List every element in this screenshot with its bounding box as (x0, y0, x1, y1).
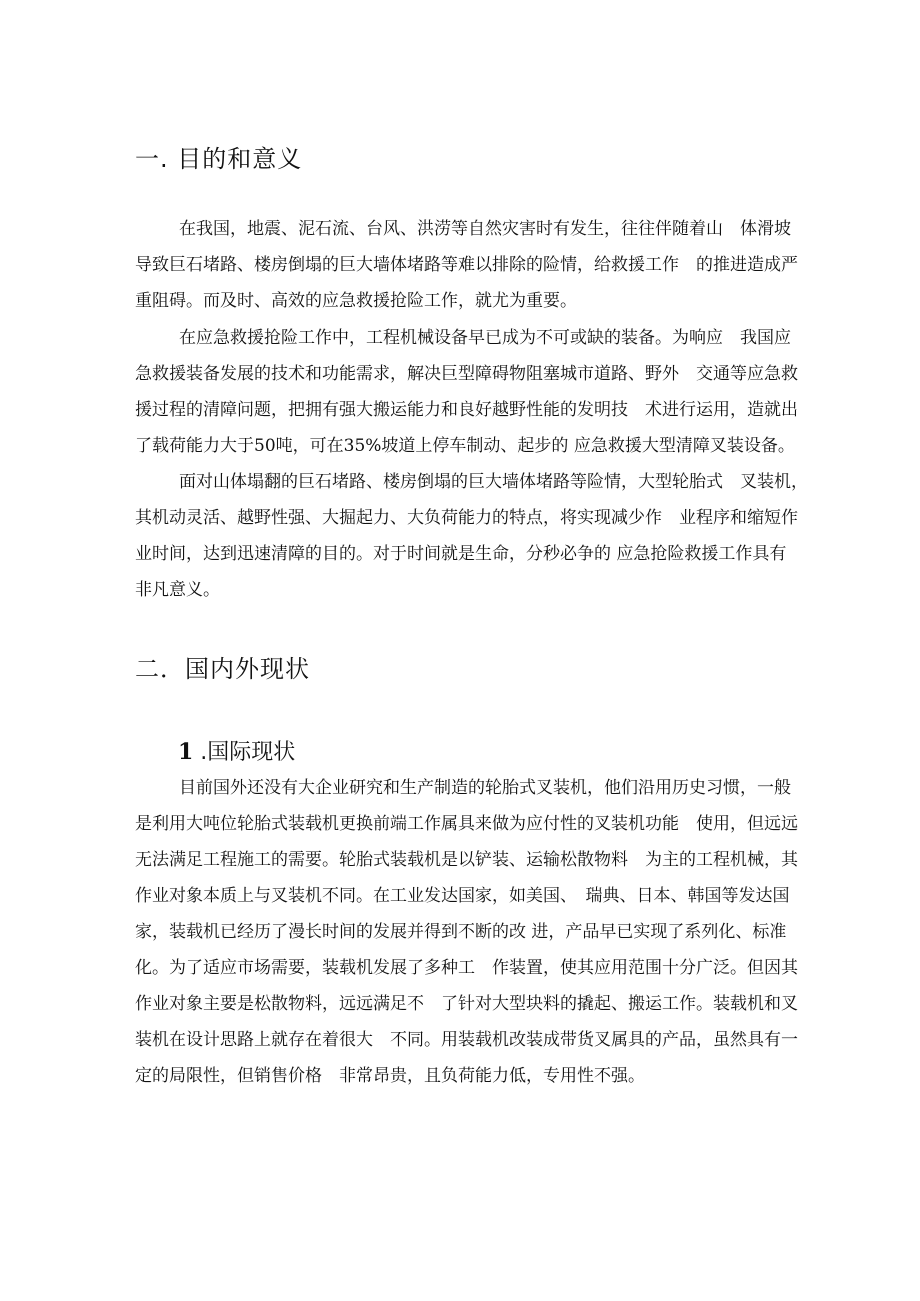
subsection-title: .国际现状 (193, 740, 296, 765)
section-1-paragraph-1 (135, 211, 798, 319)
section-2-heading: 二．国内外现状 (135, 655, 310, 683)
section-1-heading: 一. 目的和意义 (135, 145, 303, 173)
section-2-paragraph (135, 770, 798, 1094)
text-line: 化。为了适应市场需要，装载机发展了多种工 作装置，使其应用范围十分广泛。但因其 (135, 958, 798, 978)
text-line: 目前国外还没有大企业研究和生产制造的轮胎式叉装机，他们沿用历史习惯，一般 (179, 778, 791, 798)
text-line: 作业对象主要是松散物料，远远满足不 了针对大型块料的撬起、搬运工作。装载机和叉 (135, 994, 798, 1014)
text-line: 是利用大吨位轮胎式装载机更换前端工作属具来做为应付性的叉装机功能 使用，但远远 (135, 814, 798, 834)
text-line: 业时间，达到迅速清障的目的。对于时间就是生命，分秒必争的 应急抢险救援工作具有 (135, 544, 787, 564)
text-line: 援过程的清障问题，把拥有强大搬运能力和良好越野性能的发明技 术进行运用，造就出 (135, 400, 798, 420)
text-line: 装机在设计思路上就存在着很大 不同。用装载机改装成带货叉属具的产品，虽然具有一 (135, 1030, 798, 1050)
text-line: 定的局限性，但销售价格 非常昂贵，且负荷能力低，专用性不强。 (135, 1066, 645, 1086)
section-1-paragraph-3 (135, 464, 808, 608)
text-line: 其机动灵活、越野性强、大掘起力、大负荷能力的特点，将实现减少作 业程序和缩短作 (135, 508, 798, 528)
text-line: 重阻碍。而及时、高效的应急救援抢险工作，就尤为重要。 (135, 291, 577, 311)
text-line: 无法满足工程施工的需要。轮胎式装载机是以铲装、运输松散物料 为主的工程机械，其 (135, 850, 798, 870)
text-line: 了载荷能力大于50吨，可在35%坡道上停车制动、起步的 应急救援大型清障叉装设备。 (135, 436, 795, 456)
text-line: 作业对象本质上与叉装机不同。在工业发达国家，如美国、 瑞典、日本、韩国等发达国 (135, 886, 790, 906)
section-1-paragraph-2 (135, 320, 798, 464)
text-line: 面对山体塌翻的巨石堵路、楼房倒塌的巨大墙体堵路等险情，大型轮胎式 叉装机， (179, 472, 808, 492)
text-line: 导致巨石堵路、楼房倒塌的巨大墙体堵路等难以排除的险情，给救援工作 的推进造成严 (135, 255, 798, 275)
text-line: 急救援装备发展的技术和功能需求，解决巨型障碍物阻塞城市道路、野外 交通等应急救 (135, 364, 798, 384)
text-line: 家，装载机已经历了漫长时间的发展并得到不断的改 进，产品早已实现了系列化、标准 (135, 922, 787, 942)
subsection-heading (178, 737, 295, 768)
subsection-number: 1 (178, 739, 194, 765)
text-line: 在应急救援抢险工作中，工程机械设备早已成为不可或缺的装备。为响应 我国应 (179, 328, 791, 348)
text-line: 在我国，地震、泥石流、台风、洪涝等自然灾害时有发生，往往伴随着山 体滑坡 (179, 219, 791, 239)
text-line: 非凡意义。 (135, 580, 220, 600)
